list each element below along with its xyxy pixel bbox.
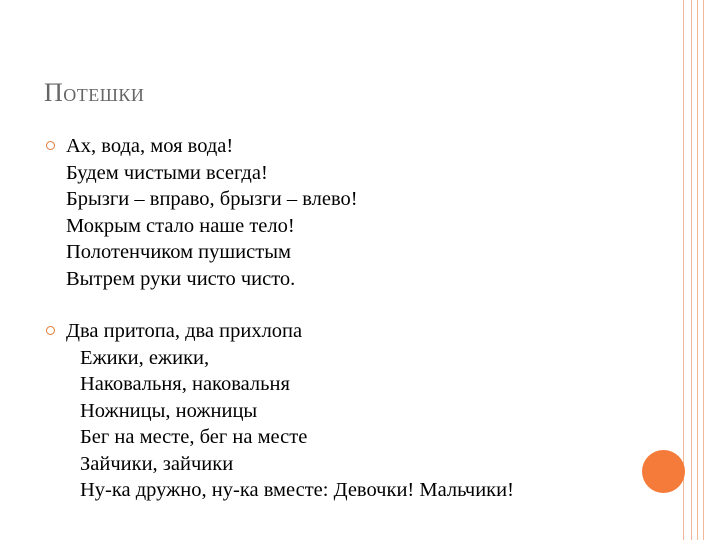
poem-line: Ах, вода, моя вода! [66, 135, 234, 157]
poem-line: Будем чистыми всегда! [66, 161, 268, 184]
decorative-circle [642, 450, 685, 493]
poem-line: Вытрем руки чисто чисто. [66, 267, 296, 290]
poem-line: Ну-ка дружно, ну-ка вместе: Девочки! Мальчики! [80, 479, 514, 501]
bullet-circle-icon [46, 141, 55, 150]
poem-line: Бег на месте, бег на месте [80, 426, 308, 448]
poem-line: Мокрым стало наше тело! [66, 214, 295, 237]
poem-line: Полотенчиком пушистым [66, 241, 291, 263]
bullet-circle-icon [46, 326, 55, 335]
poem-line: Два притопа, два прихлопа [66, 320, 303, 342]
poem-line: Ножницы, ножницы [80, 399, 258, 422]
poem-line: Наковальня, наковальня [80, 373, 290, 395]
poem-line: Ежики, ежики, [80, 346, 210, 369]
slide-title: Потешки [44, 78, 145, 107]
poem-line: Брызги – вправо, брызги – влево! [66, 188, 358, 210]
poem-line: Зайчики, зайчики [80, 452, 234, 475]
